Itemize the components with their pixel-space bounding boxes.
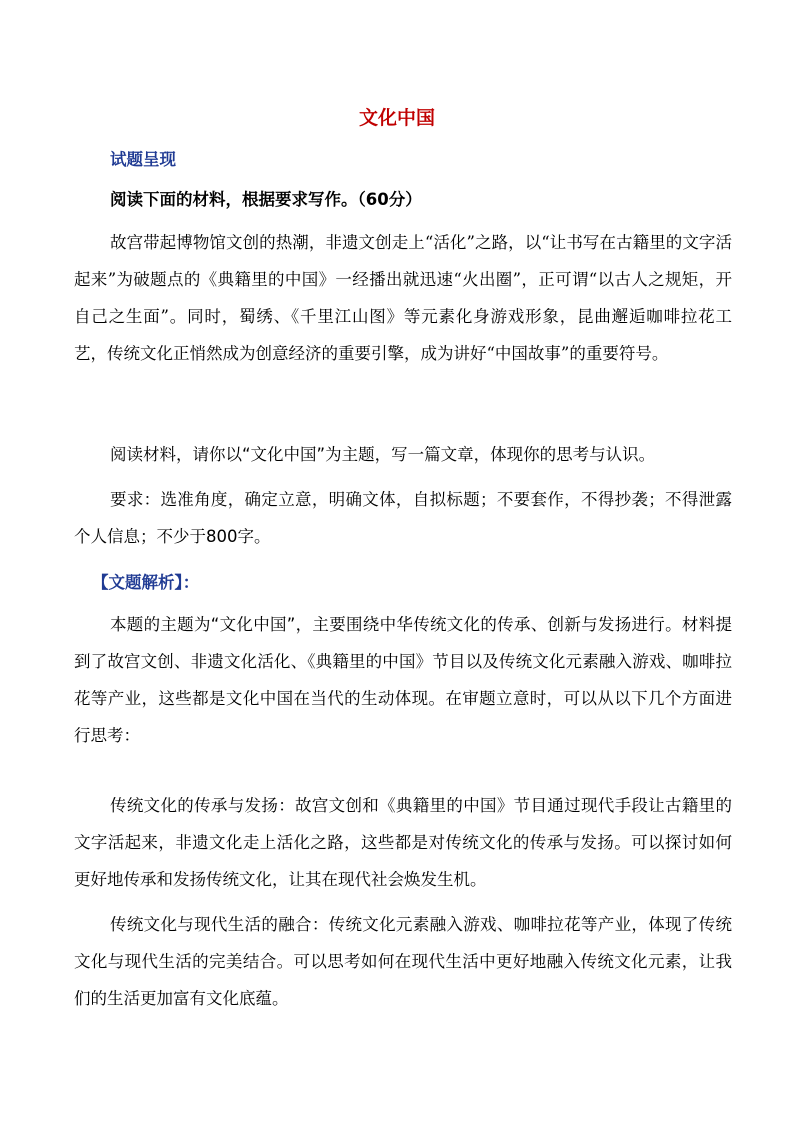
instruction-paragraph: 阅读材料，请你以“文化中国”为主题，写一篇文章，体现你的思考与认识。 <box>110 445 656 464</box>
analysis-paragraph: 本题的主题为“文化中国”，主要围绕中华传统文化的传承、创新与发扬进行。材料提到了故宫文创、非遗文化活化、《典籍里的中国》节目以及传统文化元素融入游戏、咖啡拉花等产业，这些都是文化中国在当代的生动体现。在审题立意时，可以从以下几个方面进行思考： <box>74 615 732 745</box>
material-paragraph: 故宫带起博物馆文创的热潮，非遗文创走上“活化”之路，以“让书写在古籍里的文字活起来”为破题点的《典籍里的中国》一经播出就迅速“火出圈”，正可谓“以古人之规矩，开自己之生面”。同时，蜀绣、《千里江山图》等元素化身游戏形象，昆曲邂逅咖啡拉花工艺，传统文化正悄然成为创意经济的重要引擎，成为讲好“中国故事”的重要符号。 <box>74 233 732 363</box>
requirements-paragraph: 要求：选准角度，确定立意，明确文体，自拟标题；不要套作，不得抄袭；不得泄露个人信息；不少于800字。 <box>74 490 732 546</box>
analysis-paragraph: 传统文化的传承与发扬：故宫文创和《典籍里的中国》节目通过现代手段让古籍里的文字活起来，非遗文化走上活化之路，这些都是对传统文化的传承与发扬。可以探讨如何更好地传承和发扬传统文化，让其在现代社会焕发生机。 <box>74 796 732 889</box>
document-title: 文化中国 <box>358 107 435 129</box>
section-heading: 试题呈现 <box>110 150 176 169</box>
analysis-heading: 【文题解析】： <box>92 573 200 592</box>
prompt-heading: 阅读下面的材料，根据要求写作。（60分） <box>110 190 422 209</box>
analysis-paragraph: 传统文化与现代生活的融合：传统文化元素融入游戏、咖啡拉花等产业，体现了传统文化与现代生活的完美结合。可以思考如何在现代生活中更好地融入传统文化元素，让我们的生活更加富有文化底蕴。 <box>74 915 732 1008</box>
